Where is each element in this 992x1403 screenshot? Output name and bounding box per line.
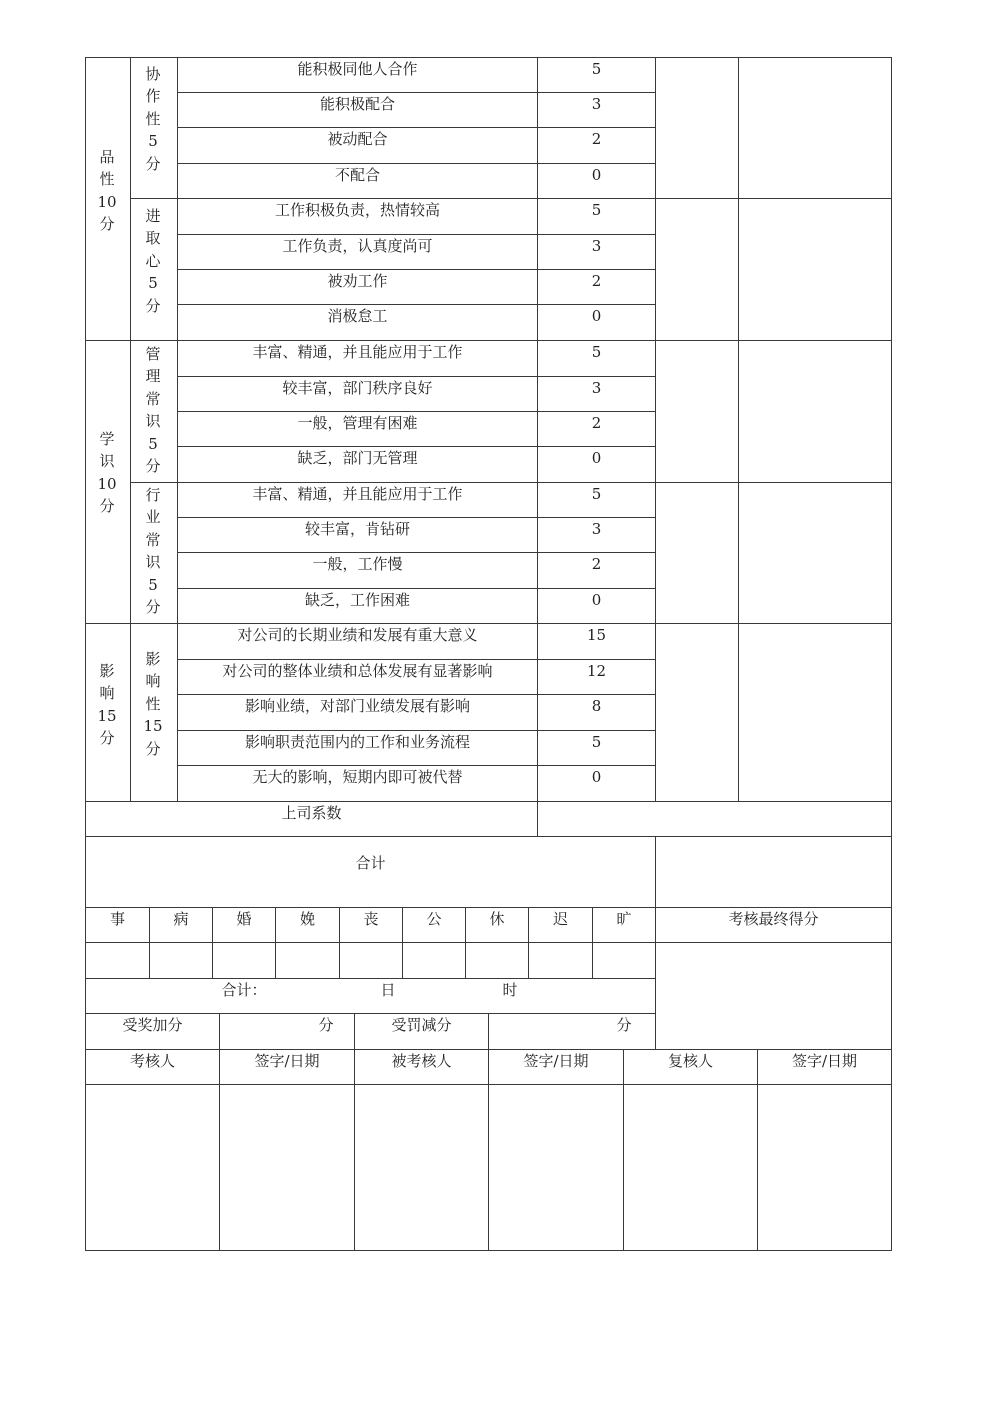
section-label-character: 品 性 10 分: [97, 148, 117, 234]
criterion-text: 被劝工作: [327, 271, 388, 290]
criterion-text: 无大的影响，短期内即可被代替: [252, 767, 463, 786]
leave-type-absent: 旷: [616, 909, 632, 928]
group-label-cooperation: 协 作 性 5 分: [145, 65, 161, 173]
group-label-influence: 影 响 性 15 分: [143, 650, 163, 758]
leave-type-marriage: 婚: [236, 909, 252, 928]
criterion-text: 丰富、精通，并且能应用于工作: [252, 342, 463, 361]
group-label-industry-knowledge: 行 业 常 识 5 分: [145, 486, 161, 617]
score-value: 3: [591, 378, 602, 397]
score-value: 2: [591, 129, 602, 148]
total-label: 合计: [355, 853, 386, 872]
criterion-text: 丰富、精通，并且能应用于工作: [252, 484, 463, 503]
score-value: 3: [591, 236, 602, 255]
leave-type-bereavement: 丧: [363, 909, 379, 928]
criterion-text: 对公司的长期业绩和发展有重大意义: [237, 625, 478, 644]
leave-type-official: 公: [426, 909, 442, 928]
leave-type-personal: 事: [109, 909, 125, 928]
leave-type-maternity: 娩: [299, 909, 315, 928]
criterion-text: 缺乏，工作困难: [304, 590, 410, 609]
sig-header-date-1: 签字/日期: [254, 1051, 320, 1070]
leave-total-hour-unit: 时: [502, 980, 518, 999]
criterion-text: 被动配合: [327, 129, 388, 148]
criterion-text: 工作负责，认真度尚可: [282, 236, 433, 255]
criterion-text: 较丰富，部门秩序良好: [282, 378, 433, 397]
criterion-text: 能积极配合: [319, 94, 395, 113]
penalty-unit: 分: [616, 1015, 632, 1034]
section-label-knowledge: 学 识 10 分: [97, 430, 117, 516]
leave-type-rest: 休: [489, 909, 505, 928]
score-value: 0: [591, 165, 602, 184]
score-value: 15: [586, 625, 607, 644]
group-label-initiative: 进 取 心 5 分: [145, 207, 161, 315]
score-value: 2: [591, 271, 602, 290]
score-value: 0: [591, 448, 602, 467]
sig-header-date-2: 签字/日期: [523, 1051, 589, 1070]
criterion-text: 能积极同他人合作: [297, 59, 418, 78]
leave-total-label: 合计：: [221, 980, 267, 999]
score-value: 2: [591, 554, 602, 573]
score-value: 5: [591, 732, 602, 751]
score-value: 5: [591, 59, 602, 78]
border-right: [891, 57, 892, 1251]
criterion-text: 消极怠工: [327, 306, 388, 325]
score-value: 8: [591, 696, 602, 715]
score-value: 5: [591, 342, 602, 361]
leave-total-day-unit: 日: [380, 980, 396, 999]
sig-header-assessor: 考核人: [129, 1051, 175, 1070]
total-score-field[interactable]: [656, 837, 891, 907]
criterion-text: 影响职责范围内的工作和业务流程: [244, 732, 470, 751]
leave-type-late: 迟: [552, 909, 568, 928]
boss-coefficient-label: 上司系数: [281, 803, 342, 822]
reward-unit: 分: [318, 1015, 334, 1034]
score-value: 5: [591, 484, 602, 503]
criterion-text: 缺乏，部门无管理: [297, 448, 418, 467]
penalty-label: 受罚减分: [391, 1015, 452, 1034]
criterion-text: 对公司的整体业绩和总体发展有显著影响: [222, 661, 493, 680]
final-score-label: 考核最终得分: [728, 909, 819, 928]
group-label-management-knowledge: 管 理 常 识 5 分: [145, 345, 161, 476]
sig-header-assessee: 被考核人: [391, 1051, 452, 1070]
score-value: 0: [591, 590, 602, 609]
section-label-influence: 影 响 15 分: [97, 662, 117, 748]
sig-header-date-3: 签字/日期: [791, 1051, 858, 1070]
score-value: 2: [591, 413, 602, 432]
criterion-text: 一般，管理有困难: [297, 413, 418, 432]
score-value: 3: [591, 519, 602, 538]
score-value: 0: [591, 306, 602, 325]
criterion-text: 工作积极负责，热情较高: [274, 200, 440, 219]
criterion-text: 不配合: [334, 165, 380, 184]
score-value: 12: [586, 661, 607, 680]
criterion-text: 一般，工作慢: [312, 554, 403, 573]
score-value: 0: [591, 767, 602, 786]
score-value: 3: [591, 94, 602, 113]
boss-coefficient-field[interactable]: [538, 802, 891, 836]
sig-header-reviewer: 复核人: [667, 1051, 713, 1070]
criterion-text: 影响业绩，对部门业绩发展有影响: [244, 696, 470, 715]
reward-label: 受奖加分: [122, 1015, 183, 1034]
criterion-text: 较丰富，肯钻研: [304, 519, 410, 538]
score-value: 5: [591, 200, 602, 219]
leave-type-sick: 病: [173, 909, 189, 928]
